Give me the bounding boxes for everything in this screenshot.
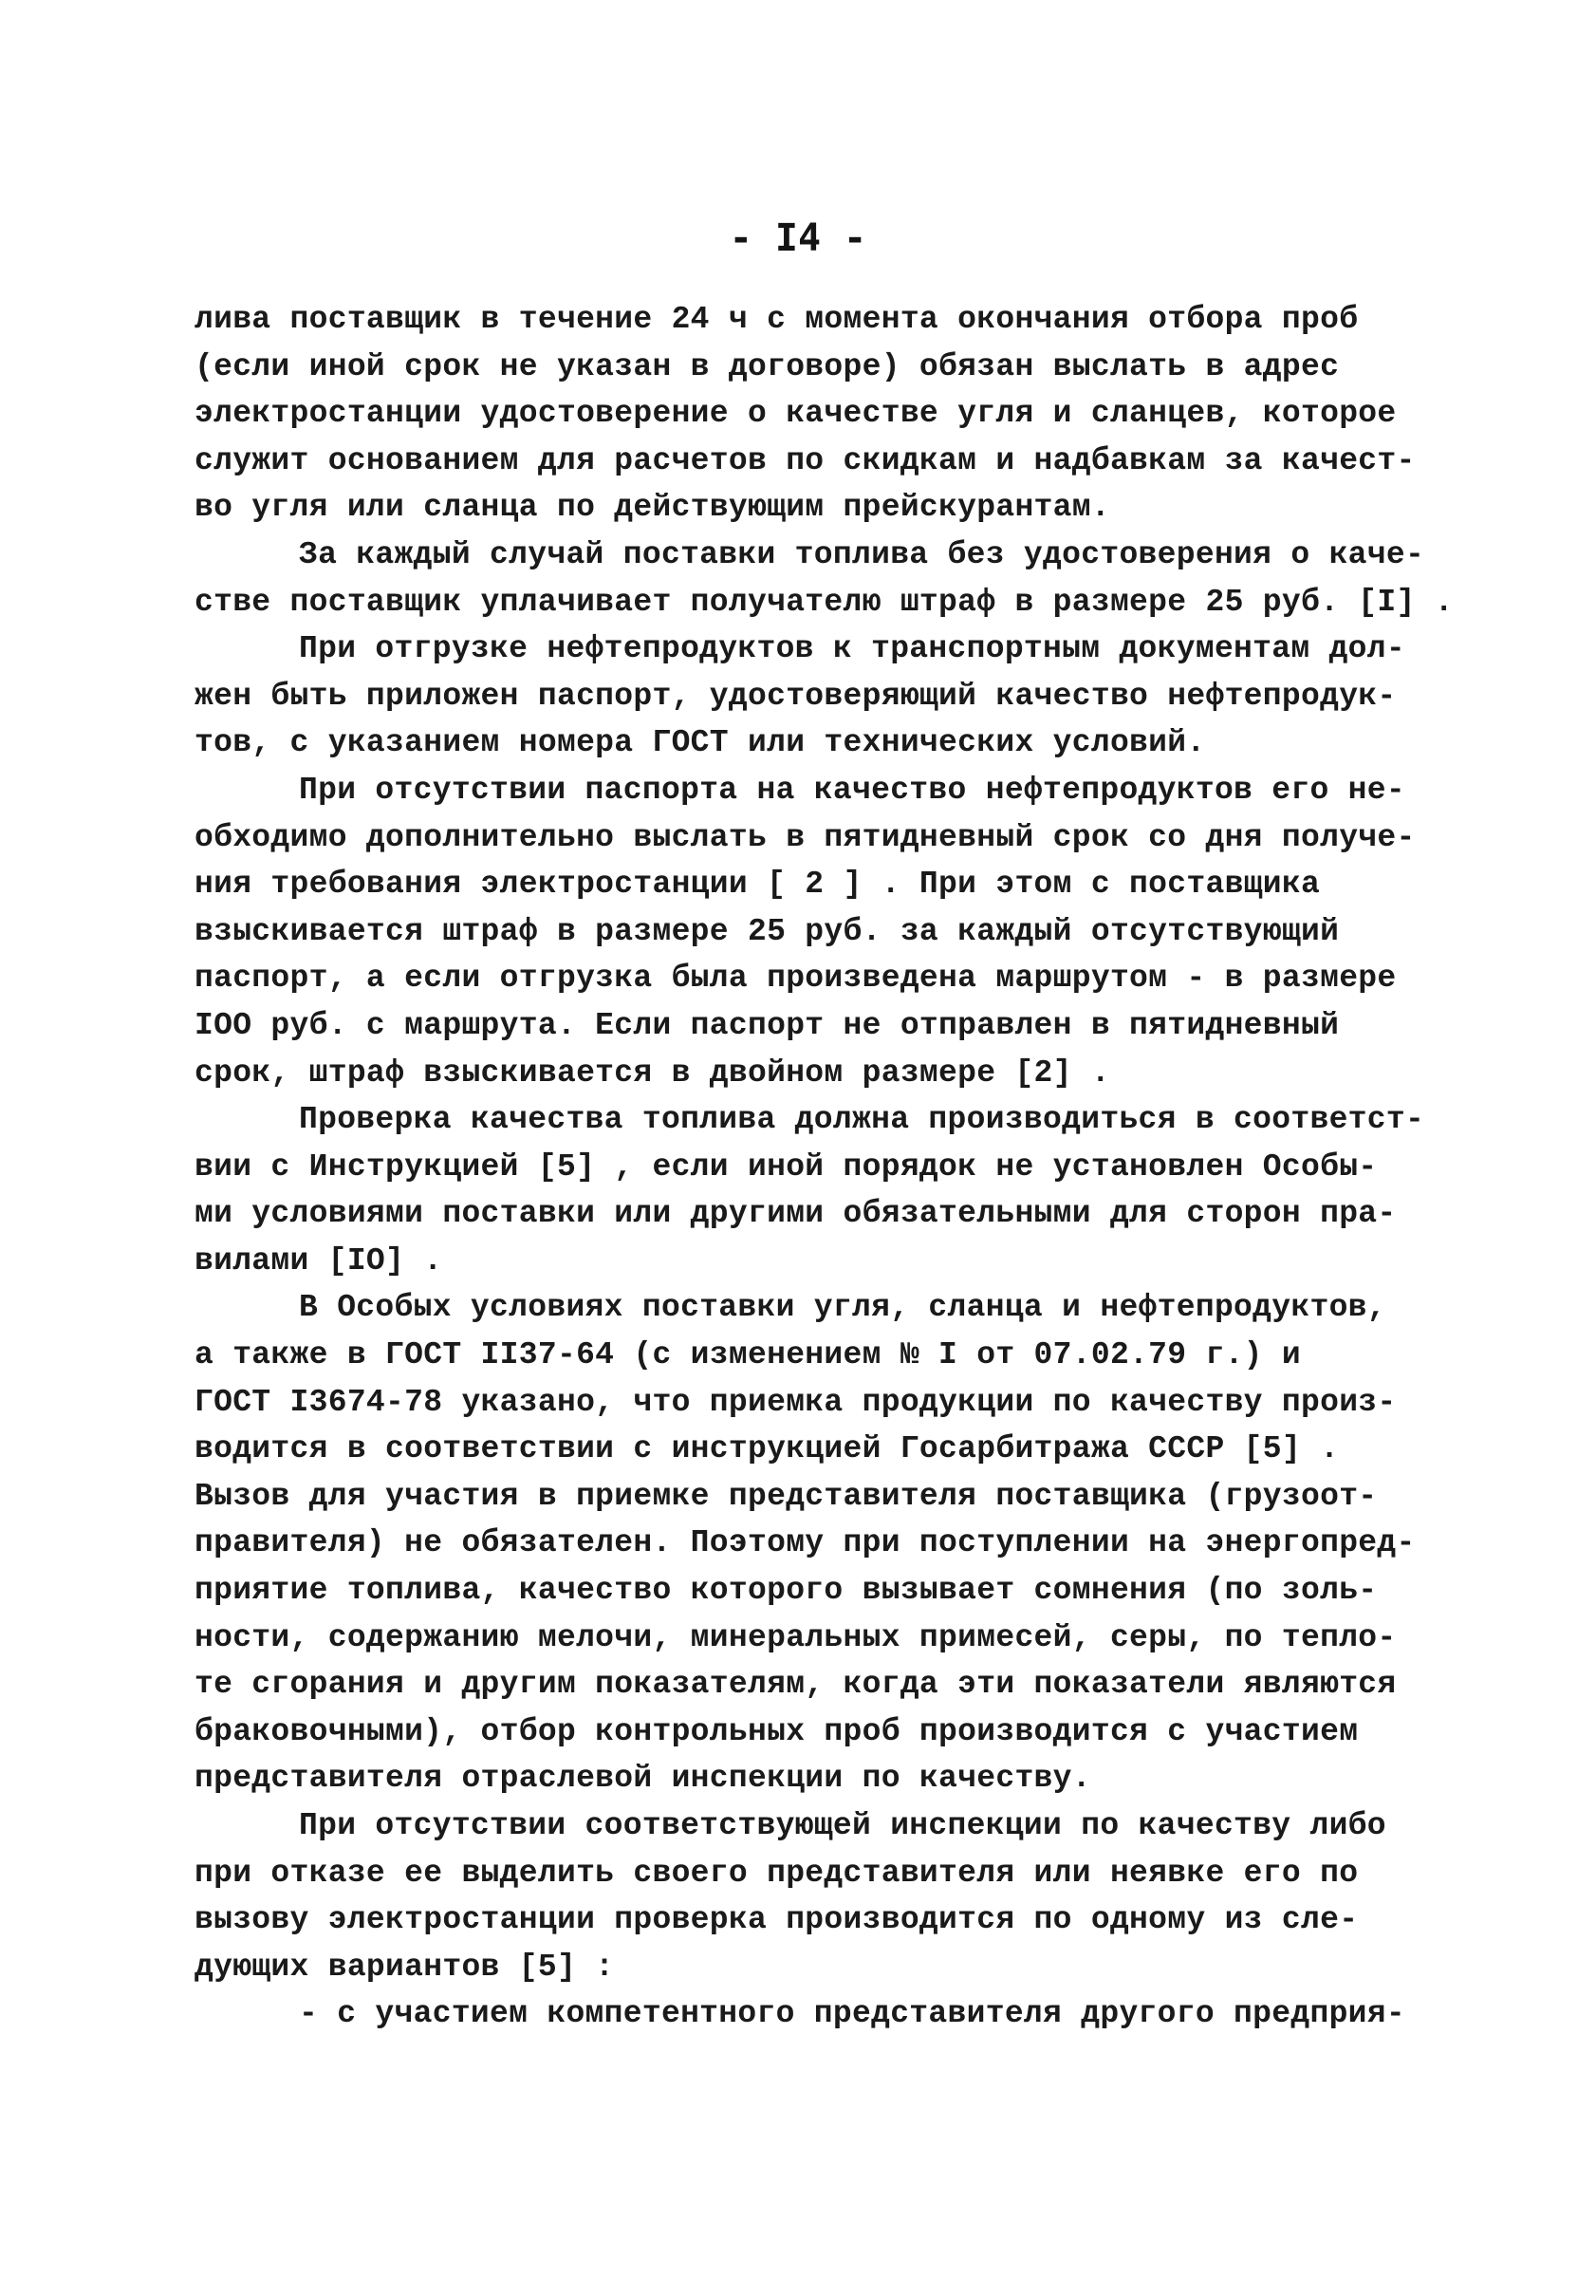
text-line: срок, штраф взыскивается в двойном размере [2] . [195,1055,1110,1091]
text-line: тов, с указанием номера ГОСТ или технических условий. [195,725,1206,761]
text-line: ности, содержанию мелочи, минеральных примесей, серы, по тепло- [195,1619,1397,1655]
text-line: служит основанием для расчетов по скидкам и надбавкам за качест- [195,442,1416,478]
body-text [195,296,1466,2038]
text-line: За каждый случай поставки топлива без удостоверения о каче- [299,536,1425,572]
text-line: (если иной срок не указан в договоре) обязан выслать в адрес [195,348,1340,384]
text-line: браковочными), отбор контрольных проб производится с участием [195,1713,1359,1749]
text-line: ми условиями поставки или другими обязательными для сторон пра- [195,1196,1397,1232]
text-line: При отсутствии соответствующей инспекции по качеству либо [299,1808,1386,1843]
text-line: При отгрузке нефтепродуктов к транспортным документам дол- [299,631,1405,667]
text-line: Проверка качества топлива должна производиться в соответст- [299,1102,1425,1138]
text-line: паспорт, а если отгрузка была произведена маршрутом - в размере [195,961,1397,997]
text-line: во угля или сланца по действующим прейскурантам. [195,490,1110,526]
text-line: дующих вариантов [5] : [195,1949,615,1985]
text-line: ния требования электростанции [ 2 ] . При этом с поставщика [195,867,1321,903]
text-line: В Особых условиях поставки угля, сланца и нефтепродуктов, [299,1290,1386,1326]
text-line: лива поставщик в течение 24 ч с момента окончания отбора проб [195,302,1359,337]
text-line: вии с Инструкцией [5] , если иной порядок не установлен Особы- [195,1148,1378,1185]
text-line: Вызов для участия в приемке представителя поставщика (грузоот- [195,1478,1378,1514]
text-line: правителя) не обязателен. Поэтому при поступлении на энергопред- [195,1525,1416,1561]
text-line: вызову электростанции проверка производится по одному из сле- [195,1902,1359,1938]
text-line: вилами [IO] . [195,1242,443,1279]
text-line: при отказе ее выделить своего представителя или неявке его по [195,1855,1359,1891]
text-line: те сгорания и другим показателям, когда эти показатели являются [195,1667,1397,1703]
text-line: электростанции удостоверение о качестве угля и сланцев, которое [195,396,1397,432]
text-line: - с участием компетентного представителя другого предприя- [299,1996,1405,2032]
text-line: ГОСТ I3674-78 указано, что приемка продукции по качеству произ- [195,1384,1397,1420]
text-line: стве поставщик уплачивает получателю штраф в размере 25 руб. [I] . [195,584,1454,620]
page-number: - I4 - [729,216,867,260]
text-line: представителя отраслевой инспекции по качеству. [195,1761,1091,1797]
text-line: IOO руб. с маршрута. Если паспорт не отправлен в пятидневный [195,1007,1340,1043]
text-line: а также в ГОСТ II37-64 (с изменением № I от 07.02.79 г.) и [195,1337,1301,1373]
text-line: взыскивается штраф в размере 25 руб. за каждый отсутствующий [195,913,1340,949]
text-line: жен быть приложен паспорт, удостоверяющий качество нефтепродук- [195,678,1397,714]
text-line: обходимо дополнительно выслать в пятидневный срок со дня получе- [195,819,1416,855]
text-line: При отсутствии паспорта на качество нефтепродуктов его не- [299,772,1405,808]
text-line: водится в соответствии с инструкцией Госарбитража СССР [5] . [195,1431,1340,1467]
text-line: приятие топлива, качество которого вызывает сомнения (по золь- [195,1573,1378,1609]
